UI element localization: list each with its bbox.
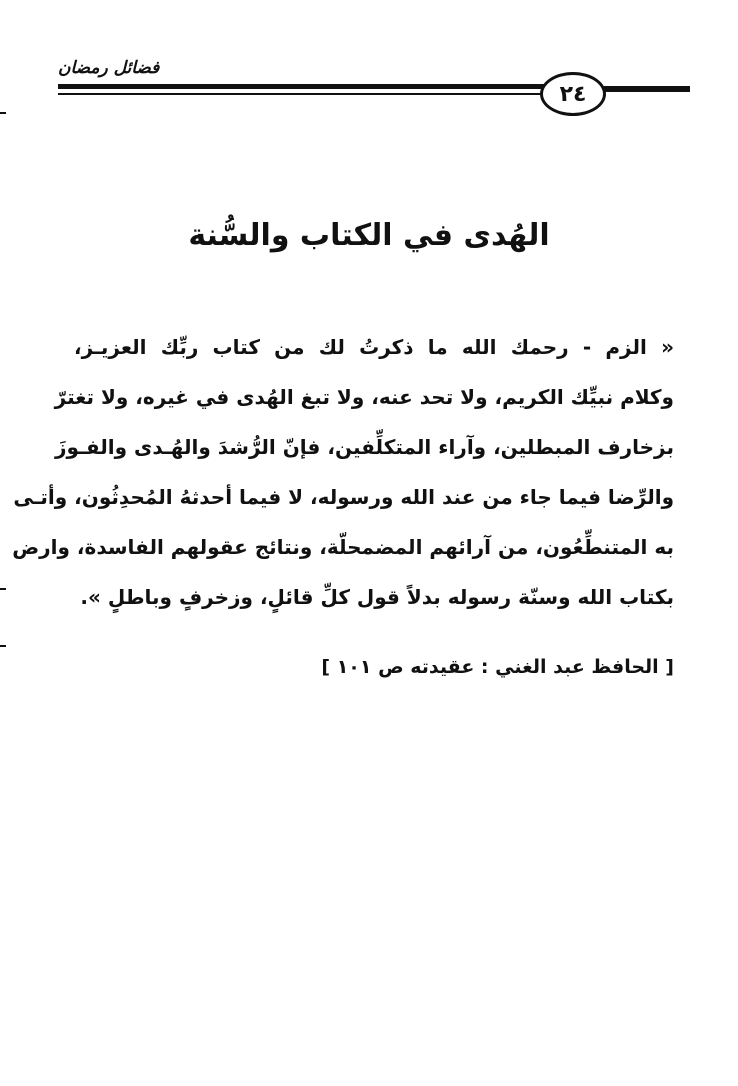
scan-edge-mark — [0, 588, 6, 590]
quote-line: بزخارف المبطلين، وآراء المتكلِّفين، فإنّ الرُّشدَ والهُـدى والفـوزَ — [55, 435, 674, 459]
running-title: فضائل رمضان — [58, 58, 160, 78]
quote-line: وكلام نبيِّك الكريم، ولا تحد عنه، ولا تبغ الهُدى في غيره، ولا تغترّ — [54, 385, 674, 409]
quote-line: بكتاب الله وسنّة رسوله بدلاً قول كلِّ قائلٍ، وزخرفٍ وباطلٍ ». — [80, 585, 674, 609]
page-title: الهُدى في الكتاب والسُّنة — [188, 218, 550, 253]
quote-line: والرِّضا فيما جاء من عند الله ورسوله، لا فيما أحدثهُ المُحدِثُون، وأتـى — [13, 485, 674, 509]
quote-line: به المتنطِّعُون، من آرائهم المضمحلّة، ونتائج عقولهم الفاسدة، وارض — [12, 535, 674, 559]
source-citation: [ الحافظ عبد الغني : عقيدته ص ١٠١ ] — [321, 656, 674, 678]
page-number-badge — [540, 72, 606, 116]
quote-body — [12, 322, 674, 622]
header-rule-right — [604, 86, 690, 92]
quote-line: « الزم - رحمك الله ما ذكرتُ لك من كتاب ربِّك العزيـز، — [74, 335, 674, 359]
header-rule-thin — [58, 93, 544, 95]
page-number: ٢٤ — [559, 81, 587, 107]
scan-edge-mark — [0, 645, 6, 647]
header-rule — [58, 84, 544, 89]
scan-edge-mark — [0, 112, 6, 114]
